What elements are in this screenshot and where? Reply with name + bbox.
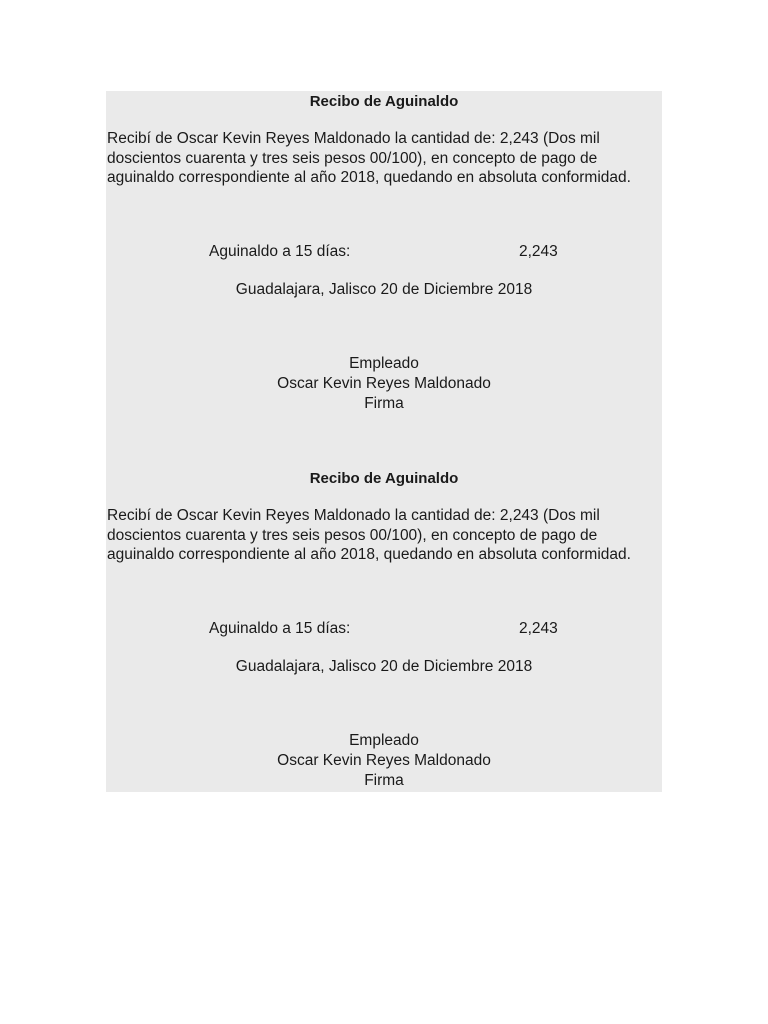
amount-value: 2,243 (519, 243, 558, 260)
receipt-body-line: doscientos cuarenta y tres seis pesos 00/100), en concepto de pago de (107, 526, 598, 544)
receipt-body-line: Recibí de Oscar Kevin Reyes Maldonado la cantidad de: 2,243 (Dos mil (107, 130, 600, 147)
signature-block (106, 731, 662, 791)
amount-label: Aguinaldo a 15 días: (209, 243, 351, 260)
receipt-body-line: aguinaldo correspondiente al año 2018, quedando en absoluta conformidad. (107, 169, 631, 186)
signature-block (106, 354, 662, 414)
receipt-title: Recibo de Aguinaldo (309, 470, 459, 487)
employee-name: Oscar Kevin Reyes Maldonado (277, 752, 491, 769)
receipt-body-line: Recibí de Oscar Kevin Reyes Maldonado la cantidad de: 2,243 (Dos mil (107, 507, 600, 524)
amount-label: Aguinaldo a 15 días: (209, 620, 351, 637)
receipt-body (107, 506, 663, 565)
receipt-title: Recibo de Aguinaldo (309, 93, 459, 110)
role-label: Empleado (349, 355, 419, 372)
place-date: Guadalajara, Jalisco 20 de Diciembre 2018 (235, 281, 533, 298)
signature-label: Firma (364, 772, 404, 789)
employee-name: Oscar Kevin Reyes Maldonado (277, 375, 491, 392)
amount-value: 2,243 (519, 620, 558, 637)
document-page (106, 91, 662, 792)
signature-label: Firma (364, 395, 404, 412)
place-date: Guadalajara, Jalisco 20 de Diciembre 2018 (235, 658, 533, 675)
receipt-body-line: doscientos cuarenta y tres seis pesos 00/100), en concepto de pago de (107, 149, 598, 167)
role-label: Empleado (349, 732, 419, 749)
receipt-body (107, 129, 663, 188)
receipt-body-line: aguinaldo correspondiente al año 2018, quedando en absoluta conformidad. (107, 546, 631, 563)
